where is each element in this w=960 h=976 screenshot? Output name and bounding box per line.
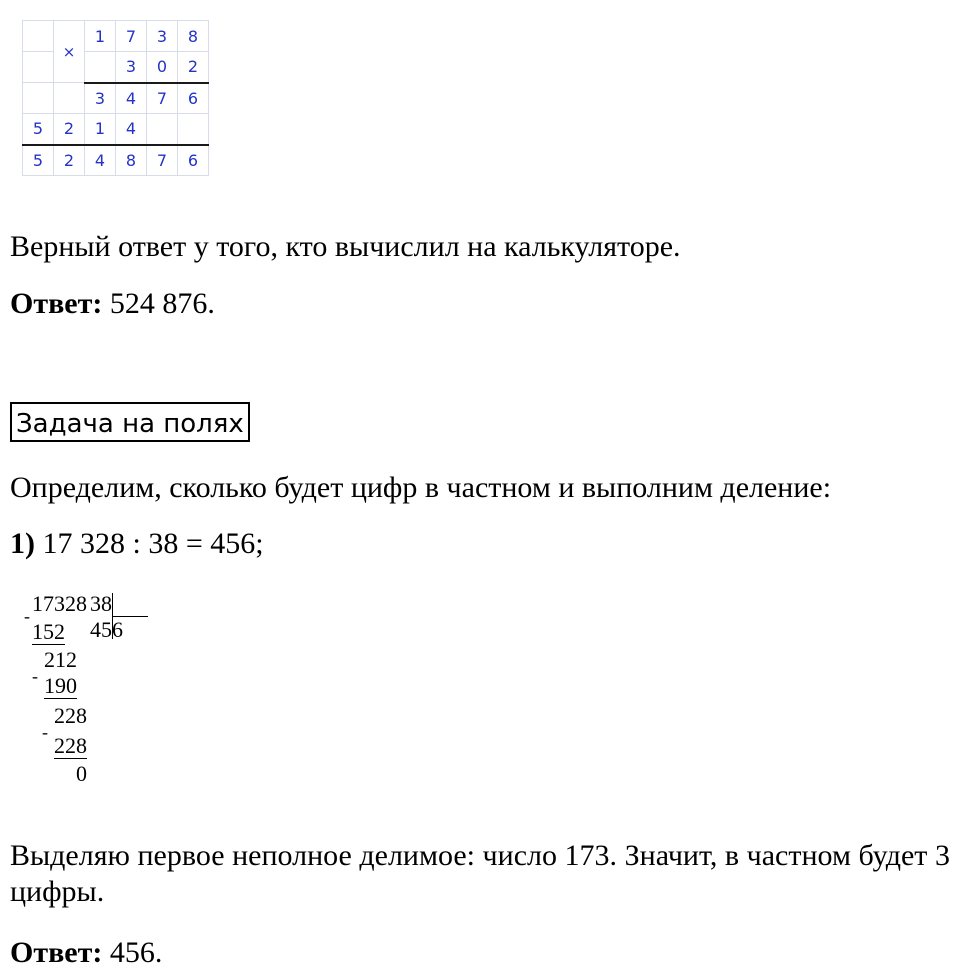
grid-cell: 7 (147, 145, 178, 176)
step-expression: 17 328 : 38 = 456; (35, 527, 264, 560)
task-box-title: Задача на полях (10, 402, 250, 442)
grid-cell: 1 (85, 114, 116, 145)
grid-cell (23, 52, 54, 83)
answer-label: Ответ: (10, 936, 103, 969)
paragraph-partial-dividend: Выделяю первое неполное делимое: число 173. Значит, в частном будет 3 цифры. (10, 839, 950, 908)
grid-cell: 4 (85, 145, 116, 176)
quotient: 456 (90, 617, 123, 642)
grid-cell: 5 (23, 114, 54, 145)
step-label: 1) (10, 527, 35, 560)
answer-line-1 (10, 287, 215, 321)
paragraph-calculator: Верный ответ у того, кто вычислил на калькуляторе. (10, 230, 681, 263)
grid-cell: 8 (178, 21, 209, 52)
grid-cell: 0 (147, 52, 178, 83)
minus-sign: - (24, 606, 30, 626)
grid-cell: 1 (85, 21, 116, 52)
answer-label: Ответ: (10, 287, 103, 320)
grid-cell: 3 (147, 21, 178, 52)
grid-cell: 2 (54, 114, 85, 145)
grid-cell: 2 (178, 52, 209, 83)
multiply-sign: × (54, 21, 85, 83)
table-row (23, 114, 209, 145)
minus-sign: - (32, 666, 38, 686)
grid-cell: 4 (116, 83, 147, 114)
grid-cell: 4 (116, 114, 147, 145)
minus-sign: - (42, 722, 48, 742)
grid-cell: 8 (116, 145, 147, 176)
multiplication-grid (22, 20, 209, 176)
grid-cell (54, 83, 85, 114)
grid-cell: 6 (178, 145, 209, 176)
table-row (23, 52, 209, 83)
grid-cell: 6 (178, 83, 209, 114)
grid-cell (23, 83, 54, 114)
grid-cell: 7 (147, 83, 178, 114)
answer-line-2 (10, 936, 162, 970)
grid-cell: 7 (116, 21, 147, 52)
table-row (23, 21, 209, 52)
grid-cell (23, 21, 54, 52)
paragraph-intro: Определим, сколько будет цифр в частном и выполним деление: (10, 471, 832, 504)
answer-value: 524 876. (102, 287, 215, 320)
grid-cell: 3 (85, 83, 116, 114)
final-remainder: 0 (76, 761, 87, 786)
subtrahend-3: 228 (54, 733, 87, 758)
step-1-line (10, 527, 264, 561)
grid-cell (147, 114, 178, 145)
remainder-2: 228 (54, 703, 87, 728)
grid-cell: 3 (116, 52, 147, 83)
subtrahend-1: 152 (32, 619, 65, 644)
subtrahend-2: 190 (44, 673, 77, 698)
long-division (24, 590, 144, 800)
table-row (23, 83, 209, 114)
grid-cell: 5 (23, 145, 54, 176)
table-row (23, 145, 209, 176)
answer-value: 456. (102, 936, 163, 969)
remainder-1: 212 (44, 647, 77, 672)
dividend: 17328 (32, 591, 87, 616)
grid-cell: 2 (54, 145, 85, 176)
grid-cell (85, 52, 116, 83)
divisor: 38 (90, 591, 112, 616)
grid-cell (178, 114, 209, 145)
